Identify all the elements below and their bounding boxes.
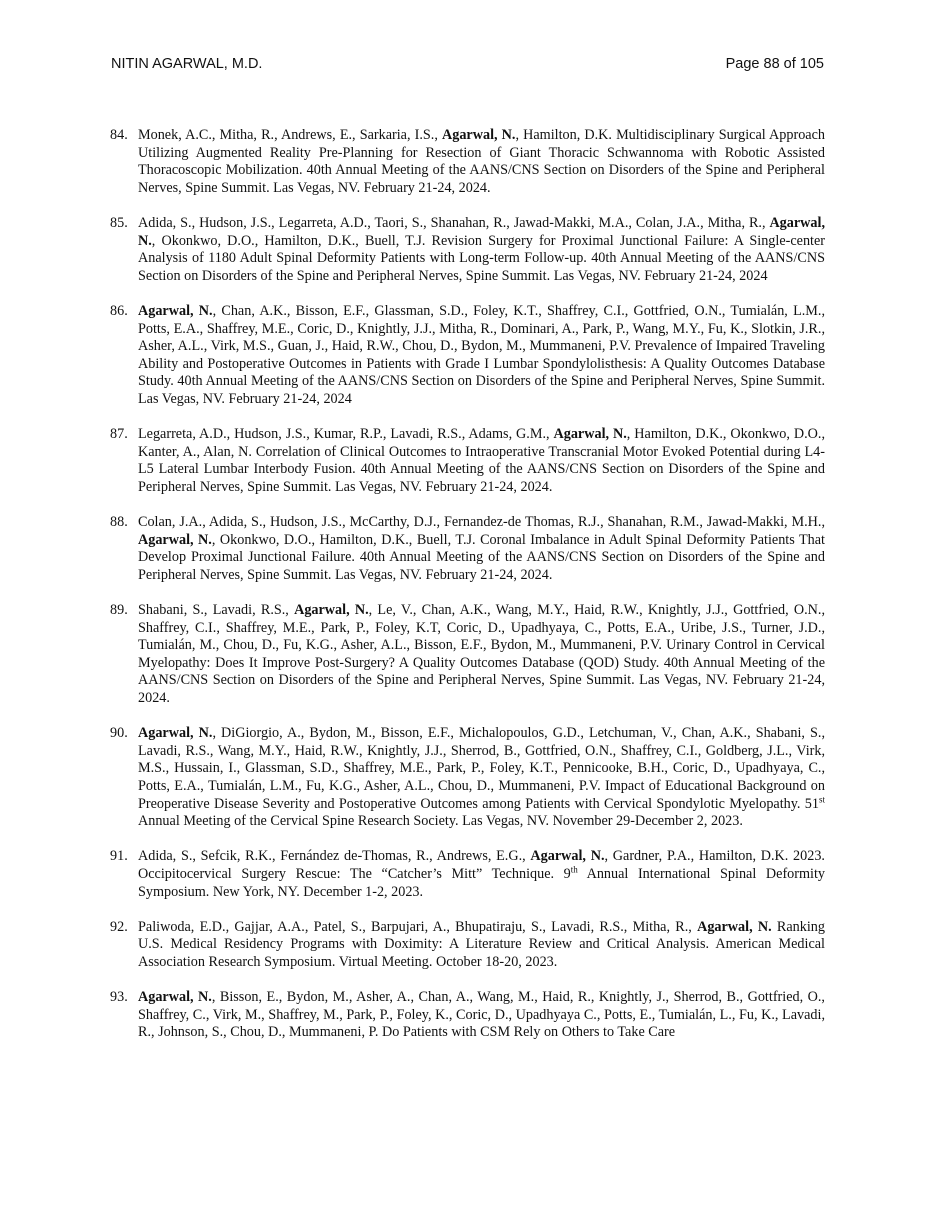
reference-text: Adida, S., Sefcik, R.K., Fernández de-Thomas, R., Andrews, E.G.,: [138, 848, 531, 865]
reference-number: 88.: [110, 514, 128, 531]
reference-list: [110, 127, 825, 1059]
reference-number: 84.: [110, 127, 128, 143]
page-header: [111, 56, 824, 76]
reference-item: [110, 426, 825, 496]
reference-number: 90.: [110, 725, 128, 742]
reference-author-bold: Agarwal, N.: [553, 426, 627, 443]
header-author-name: NITIN AGARWAL, M.D.: [111, 56, 263, 72]
reference-author-bold: Agarwal, N.: [138, 531, 212, 548]
reference-item: [110, 303, 825, 409]
reference-text: , Hamilton, D.K., Okonkwo, D.O., Kanter, A., Alan, N. Correlation of Clinical Outcomes to Intraoperative Transcranial Motor Evoked Potential during L4-L5 Lateral Lumbar Interbody Fusion. 40th Annual Meeting of the AANS/CNS Section on Disorders of the Spine and Peripheral Nerves, Spine Summit. Las Vegas, NV. February 21-24, 2024.: [138, 426, 825, 495]
reference-text: Shabani, S., Lavadi, R.S.,: [138, 602, 295, 619]
ordinal-suffix: th: [570, 864, 578, 875]
reference-text: , Okonkwo, D.O., Hamilton, D.K., Buell, T.J. Revision Surgery for Proximal Junctional Failure: A Single-center Analysis of 1180 Adult Spinal Deformity Patients with Long-term Follow-up. 40th Annual Meeting of the AANS/CNS Section on Disorders of the Spine and Peripheral Nerves, Spine Summit. Las Vegas, NV. February 21-24, 2024: [138, 232, 825, 284]
reference-number: 85.: [110, 214, 128, 231]
reference-text: , Bisson, E., Bydon, M., Asher, A., Chan, A., Wang, M., Haid, R., Knightly, J., Sherrod, B., Gottfried, O., Shaffrey, C., Virk, M., Shaffrey, M., Park, P., Foley, K., Coric, D., Upadhyaya C., Potts, E., Tumialán, L., Fu, K., Lavadi, R., Johnson, S., Chou, D., Mummaneni, P. Do Patients with CSM Rely on Others to Take Care: [138, 989, 825, 1041]
ordinal-suffix: st: [818, 793, 825, 804]
reference-author-bold: Agarwal, N.: [138, 725, 213, 742]
header-page-number: Page 88 of 105: [725, 56, 824, 72]
reference-author-bold: Agarwal, N.: [530, 848, 605, 865]
reference-number: 91.: [110, 848, 128, 865]
reference-text: Annual Meeting of the Cervical Spine Research Society. Las Vegas, NV. November 29-December 2, 2023.: [138, 813, 743, 830]
reference-author-bold: Agarwal, N.: [138, 214, 825, 249]
reference-item: [110, 848, 825, 901]
reference-text: Monek, A.C., Mitha, R., Andrews, E., Sarkaria, I.S.,: [138, 127, 442, 143]
reference-text: , Gardner, P.A., Hamilton, D.K. 2023. Occipitocervical Surgery Rescue: The “Catcher’s Mitt” Technique. 9: [138, 848, 825, 882]
reference-number: 93.: [110, 989, 128, 1006]
reference-number: 86.: [110, 302, 128, 319]
reference-text: , DiGiorgio, A., Bydon, M., Bisson, E.F., Michalopoulos, G.D., Letchuman, V., Chan, A.K., Shabani, S., Lavadi, R.S., Wang, M.Y., Haid, R.W., Knightly, J.J., Sherrod, B., Gottfried, O.N., Shaffrey, C.I., Goldberg, J.L., Virk, M.S., Hussain, I., Glassman, S.D., Shaffrey, M.E., Park, P., Foley, K.T., Pennicooke, B.H., Coric, D., Upadhyaya, C., Potts, E.A., Tumialán, L.M., Fu, K.G., Asher, A.L., Chou, D., Mummaneni, P.V. Impact of Educational Background on Preoperative Disease Severity and Postoperative Outcomes among Patients with Cervical Spondylotic Myelopathy. 51: [138, 725, 826, 812]
reference-text: , Hamilton, D.K. Multidisciplinary Surgical Approach Utilizing Augmented Reality Pre-Planning for Resection of Giant Thoracic Schwannoma with Robotic Assisted Thoracoscopic Mobilization. 40th Annual Meeting of the AANS/CNS Section on Disorders of the Spine and Peripheral Nerves, Spine Summit. Las Vegas, NV. February 21-24, 2024.: [138, 127, 825, 196]
reference-text: , Le, V., Chan, A.K., Wang, M.Y., Haid, R.W., Knightly, J.J., Gottfried, O.N., Shaffrey, C.I., Shaffrey, M.E., Park, P., Foley, K.T, Coric, D., Upadhyaya, C., Potts, E.A., Uribe, J.S., Turner, J.D., Tumialán, M., Chou, D., Fu, K.G., Asher, A.L., Bisson, E.F., Bydon, M., Mummaneni, P.V. Urinary Control in Cervical Myelopathy: Does It Improve Post-Surgery? A Quality Outcomes Database (QOD) Study. 40th Annual Meeting of the AANS/CNS Section on Disorders of the Spine and Peripheral Nerves, Spine Summit. Las Vegas, NV. February 21-24, 2024.: [138, 602, 825, 706]
reference-text: Adida, S., Hudson, J.S., Legarreta, A.D., Taori, S., Shanahan, R., Jawad-Makki, M.A., Colan, J.A., Mitha, R.,: [138, 214, 770, 231]
reference-text: Annual International Spinal Deformity Symposium. New York, NY. December 1-2, 2023.: [138, 865, 825, 900]
reference-item: [110, 215, 825, 285]
reference-item: [110, 127, 825, 197]
reference-item: [110, 989, 825, 1042]
reference-author-bold: Agarwal, N.: [138, 989, 212, 1006]
reference-number: 87.: [110, 426, 128, 443]
reference-item: [110, 725, 825, 831]
reference-item: [110, 602, 825, 708]
reference-author-bold: Agarwal, N.: [442, 127, 516, 143]
reference-item: [110, 919, 825, 972]
reference-number: 92.: [110, 918, 128, 935]
reference-text: Ranking U.S. Medical Residency Programs with Doximity: A Literature Review and Critical Analysis. American Medical Association Research Symposium. Virtual Meeting. October 18-20, 2023.: [138, 918, 825, 970]
reference-author-bold: Agarwal, N.: [138, 302, 213, 319]
reference-text: , Okonkwo, D.O., Hamilton, D.K., Buell, T.J. Coronal Imbalance in Adult Spinal Deformity Patients That Develop Proximal Junctional Failure. 40th Annual Meeting of the AANS/CNS Section on Disorders of the Spine and Peripheral Nerves, Spine Summit. Las Vegas, NV. February 21-24, 2024.: [138, 531, 825, 583]
reference-text: , Chan, A.K., Bisson, E.F., Glassman, S.D., Foley, K.T., Shaffrey, C.I., Gottfried, O.N., Tumialán, L.M., Potts, E.A., Shaffrey, M.E., Coric, D., Knightly, J.J., Mitha, R., Dominari, A., Park, P., Wang, M.Y., Fu, K., Slotkin, J.R., Asher, A.L., Virk, M.S., Guan, J., Haid, R.W., Chou, D., Bydon, M., Mummaneni, P.V. Prevalence of Impaired Traveling Ability and Postoperative Outcomes in Patients with Grade I Lumbar Spondylolisthesis: A Quality Outcomes Database Study. 40th Annual Meeting of the AANS/CNS Section on Disorders of the Spine and Peripheral Nerves, Spine Summit. Las Vegas, NV. February 21-24, 2024: [138, 302, 826, 407]
reference-text: Colan, J.A., Adida, S., Hudson, J.S., McCarthy, D.J., Fernandez-de Thomas, R.J., Shanahan, R.M., Jawad-Makki, M.H.,: [138, 514, 825, 531]
reference-text: Paliwoda, E.D., Gajjar, A.A., Patel, S., Barpujari, A., Bhupatiraju, S., Lavadi, R.S., Mitha, R.,: [138, 918, 698, 935]
reference-author-bold: Agarwal, N.: [294, 602, 369, 619]
reference-author-bold: Agarwal, N.: [697, 918, 772, 935]
reference-text: Legarreta, A.D., Hudson, J.S., Kumar, R.P., Lavadi, R.S., Adams, G.M.,: [138, 426, 554, 443]
reference-number: 89.: [110, 602, 128, 619]
reference-item: [110, 514, 825, 584]
